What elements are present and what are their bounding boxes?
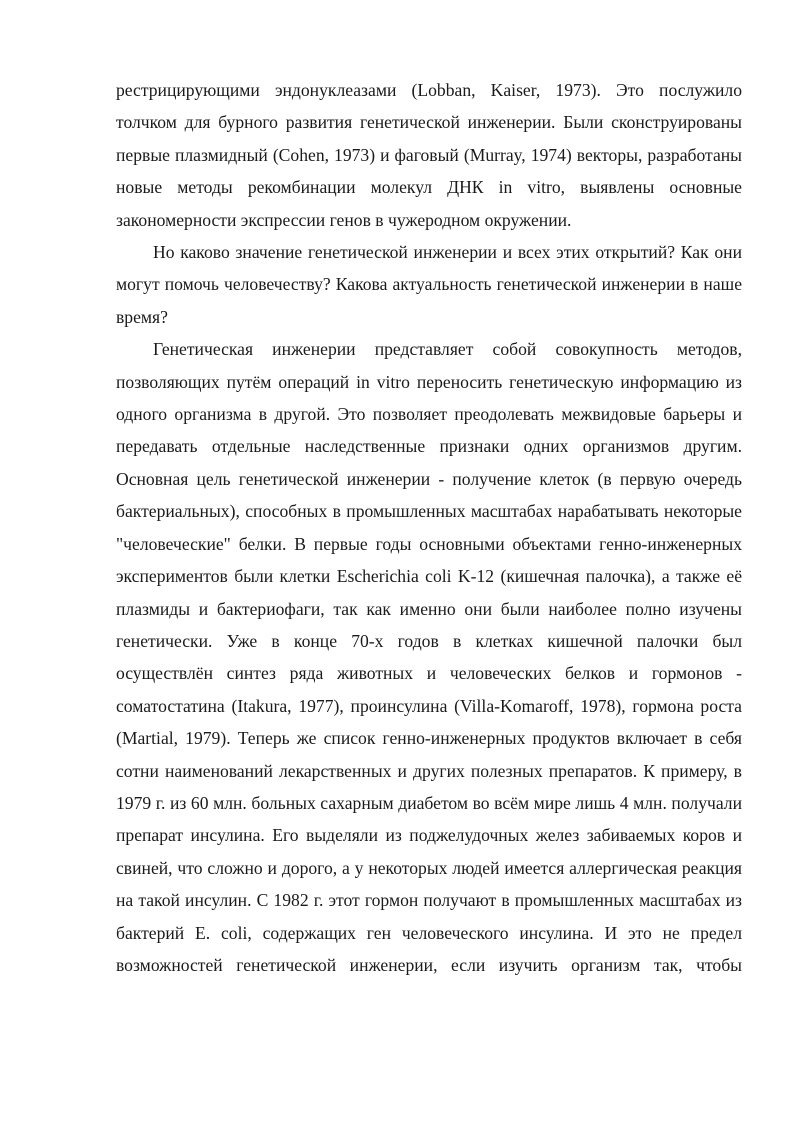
body-text: [116, 74, 742, 981]
paragraph-1: рестрицирующими эндонуклеазами (Lobban, Kaiser, 1973). Это послужило толчком для бурного развития генетической инженерии. Были сконструированы первые плазмидный (Cohen, 1973) и фаговый (Murray, 1974) векторы, разработаны новые методы рекомбинации молекул ДНК in vitro, выявлены основные закономерности экспрессии генов в чужеродном окружении.: [116, 80, 742, 230]
paragraph-3: Генетическая инженерии представляет собой совокупность методов, позволяющих путём операций in vitro переносить генетическую информацию из одного организма в другой. Это позволяет преодолевать межвидовые барьеры и передавать отдельные наследственные признаки одних организмов другим. Основная цель генетической инженерии - получение клеток (в первую очередь бактериальных), способных в промышленных масштабах нарабатывать некоторые "человеческие" белки. В первые годы основными объектами генно-инженерных экспериментов были клетки Escherichia coli K-12 (кишечная палочка), а также её плазмиды и бактериофаги, так как именно они были наиболее полно изучены генетически. Уже в конце 70-х годов в клетках кишечной палочки был осуществлён синтез ряда животных и человеческих белков и гормонов - соматостатина (Itakura, 1977), проинсулина (Villa-Komaroff, 1978), гормона роста (Martial, 1979). Теперь же список генно-инженерных продуктов включает в себя сотни наименований лекарственных и других полезных препаратов. К примеру, в 1979 г. из 60 млн. больных сахарным диабетом во всём мире лишь 4 млн. получали препарат инсулина. Его выделяли из поджелудочных желез забиваемых коров и свиней, что сложно и дорого, а у некоторых людей имеется аллергическая реакция на такой инсулин. С 1982 г. этот гормон получают в промышленных масштабах из бактерий E. coli, содержащих ген человеческого инсулина. И это не предел возможностей генетической инженерии, если изучить организм так, чтобы: [116, 339, 742, 975]
paragraph-2: Но каково значение генетической инженерии и всех этих открытий? Как они могут помочь человечеству? Какова актуальность генетической инженерии в наше время?: [116, 242, 742, 327]
